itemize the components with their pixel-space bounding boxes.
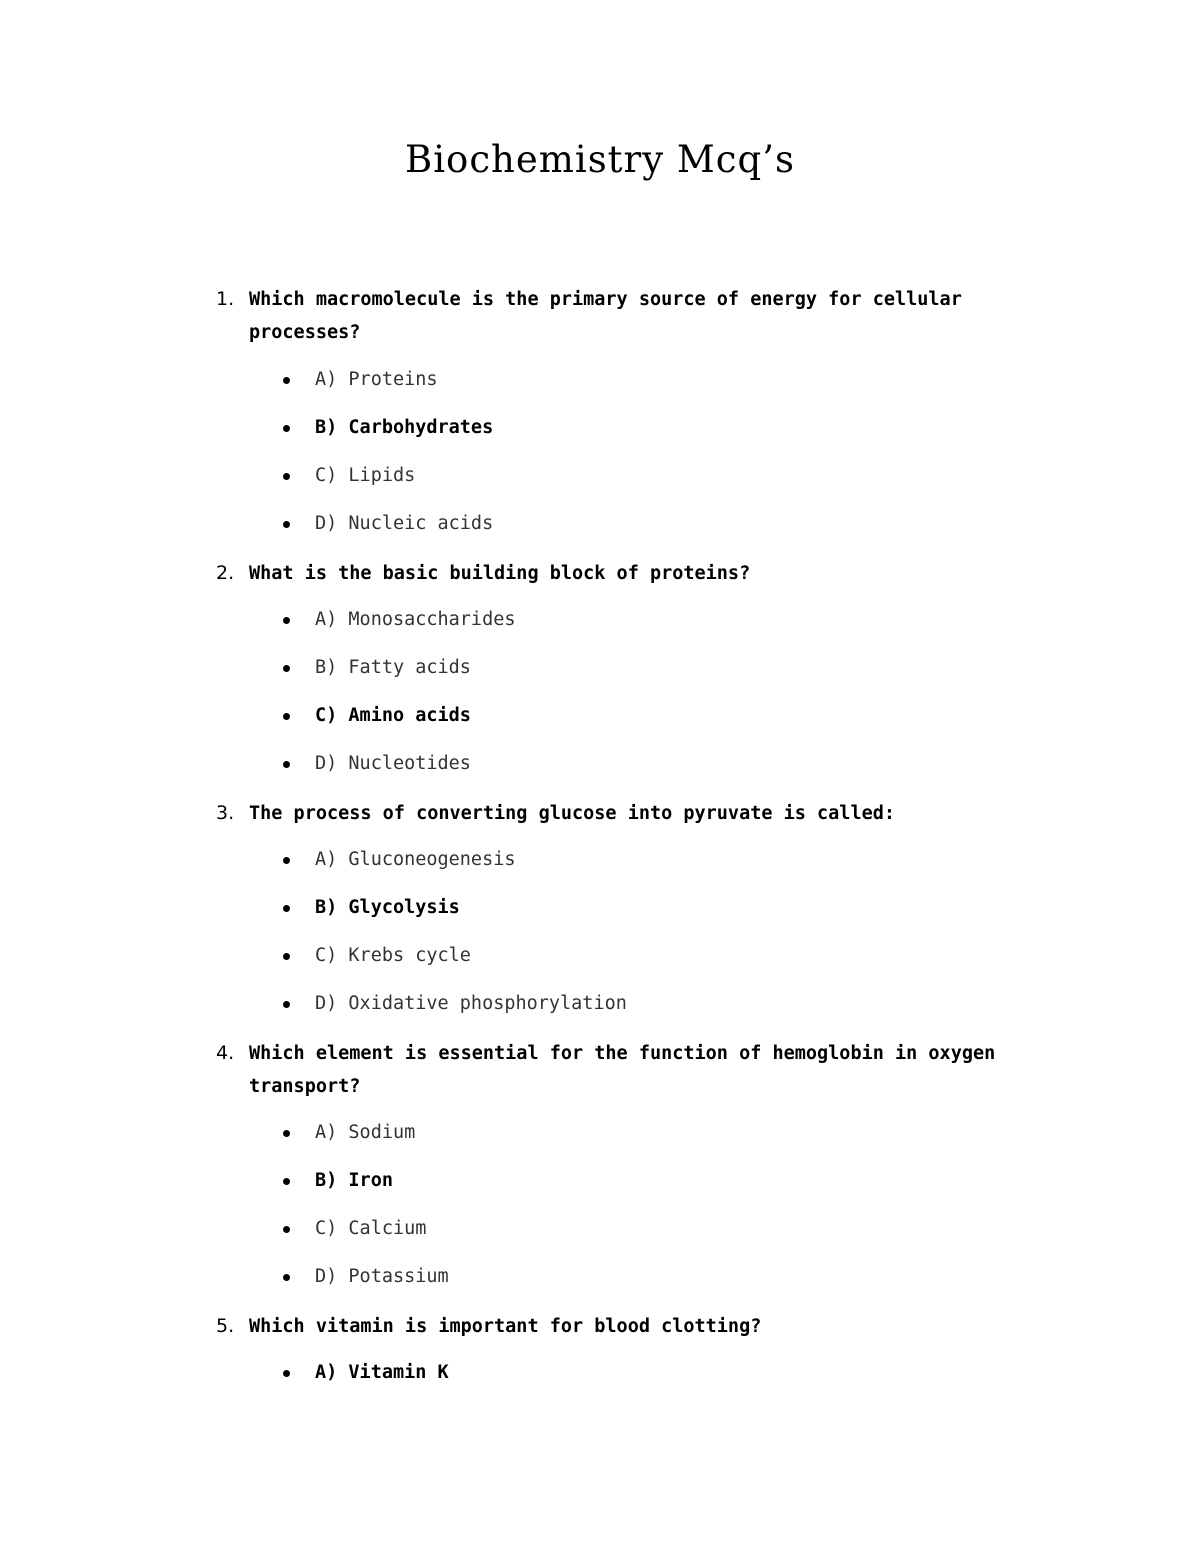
question-text: Which element is essential for the function of hemoglobin in oxygen transport? [249, 1043, 996, 1097]
bullet-icon [283, 905, 290, 912]
bullet-icon [283, 1001, 290, 1008]
option-item [0, 844, 1200, 876]
option-text-correct: C) Amino acids [315, 705, 471, 726]
bullet-icon [283, 377, 290, 384]
option-item-correct [0, 1165, 1200, 1197]
bullet-icon [283, 521, 290, 528]
option-item [0, 364, 1200, 396]
option-text-correct: B) Glycolysis [315, 897, 460, 918]
option-text: D) Potassium [315, 1266, 449, 1287]
question-number: 4. [216, 1042, 235, 1064]
option-text-correct: B) Carbohydrates [315, 417, 494, 438]
option-item [0, 604, 1200, 636]
bullet-icon [283, 953, 290, 960]
question-text: What is the basic building block of proteins? [249, 563, 751, 584]
option-item [0, 1213, 1200, 1245]
option-item-correct [0, 892, 1200, 924]
option-text: A) Gluconeogenesis [315, 849, 516, 870]
bullet-icon [283, 1178, 290, 1185]
bullet-icon [283, 473, 290, 480]
option-item [0, 508, 1200, 540]
option-text: A) Sodium [315, 1122, 416, 1143]
option-item [0, 652, 1200, 684]
bullet-icon [283, 425, 290, 432]
option-text: D) Oxidative phosphorylation [315, 993, 627, 1014]
option-item-correct [0, 412, 1200, 444]
option-item-correct [0, 700, 1200, 732]
bullet-icon [283, 713, 290, 720]
bullet-icon [283, 857, 290, 864]
bullet-icon [283, 665, 290, 672]
question-number: 3. [216, 802, 235, 824]
option-text: D) Nucleotides [315, 753, 471, 774]
question-text: The process of converting glucose into pyruvate is called: [249, 803, 896, 824]
bullet-icon [283, 617, 290, 624]
question-text: Which vitamin is important for blood clotting? [249, 1316, 762, 1337]
option-text: A) Proteins [315, 369, 438, 390]
bullet-icon [283, 1370, 290, 1377]
option-text: C) Calcium [315, 1218, 427, 1239]
document-title: Biochemistry Mcq’s [405, 138, 795, 181]
question-number: 2. [216, 562, 235, 584]
option-text: C) Krebs cycle [315, 945, 471, 966]
option-item [0, 460, 1200, 492]
option-item [0, 748, 1200, 780]
option-text-correct: B) Iron [315, 1170, 393, 1191]
option-text: B) Fatty acids [315, 657, 471, 678]
option-text: D) Nucleic acids [315, 513, 494, 534]
bullet-icon [283, 1130, 290, 1137]
bullet-icon [283, 761, 290, 768]
option-text: C) Lipids [315, 465, 416, 486]
option-item [0, 1117, 1200, 1149]
option-item [0, 940, 1200, 972]
bullet-icon [283, 1226, 290, 1233]
option-item-correct [0, 1357, 1200, 1389]
option-item [0, 1261, 1200, 1293]
option-item [0, 988, 1200, 1020]
question-number: 1. [216, 288, 235, 310]
question-number: 5. [216, 1315, 235, 1337]
bullet-icon [283, 1274, 290, 1281]
question-text: Which macromolecule is the primary source of energy for cellular processes? [249, 289, 962, 343]
option-text-correct: A) Vitamin K [315, 1362, 449, 1383]
option-text: A) Monosaccharides [315, 609, 516, 630]
